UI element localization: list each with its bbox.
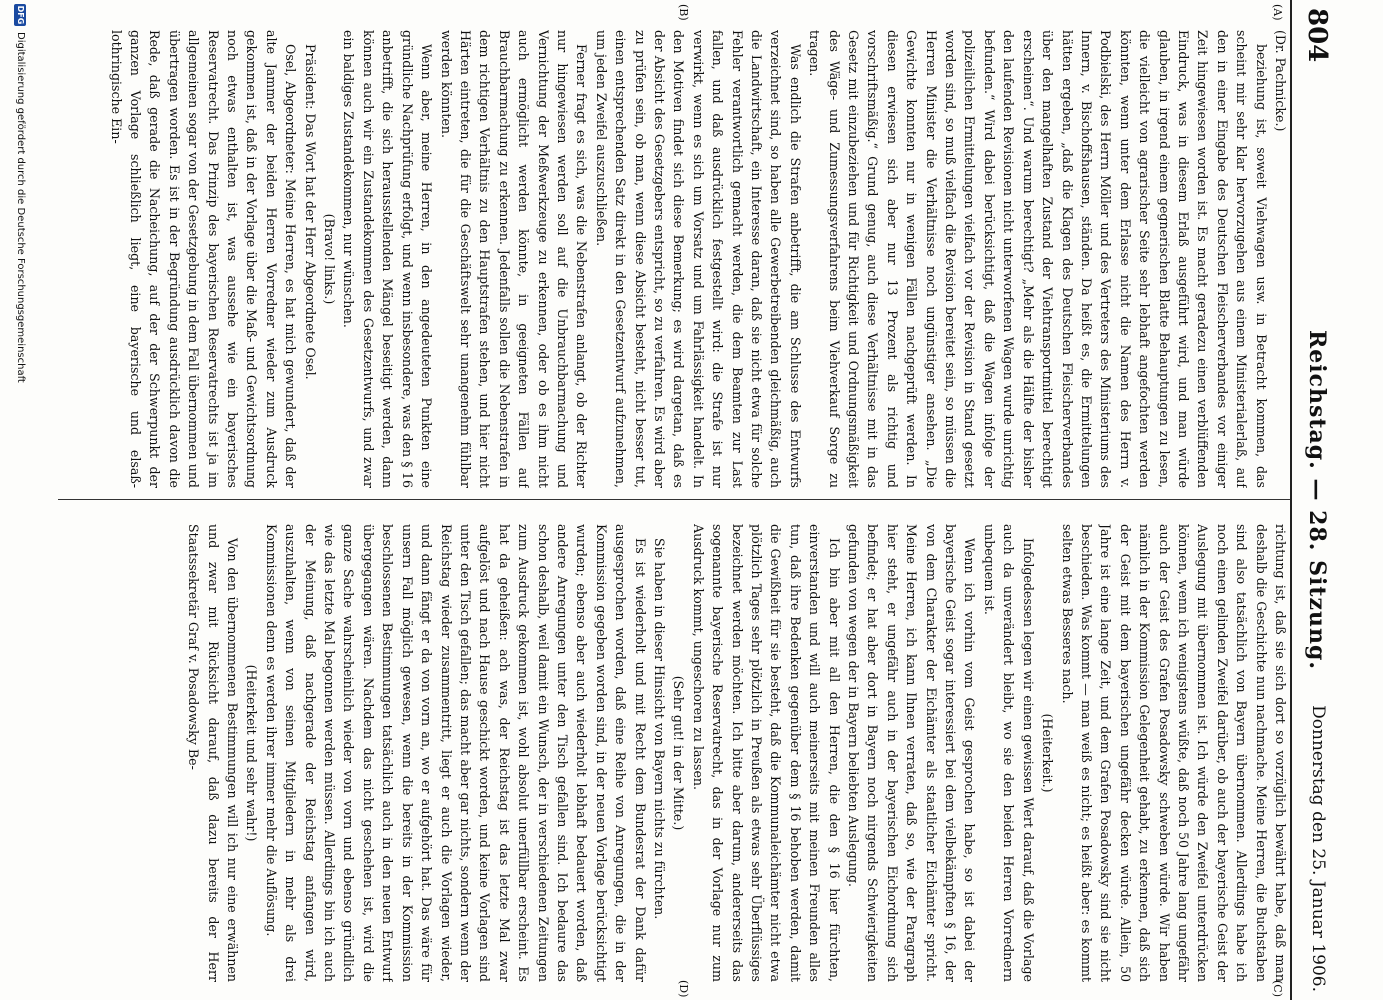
right-column xyxy=(58,524,1290,982)
session-date: Donnerstag den 25. Januar 1906. xyxy=(1308,705,1328,992)
paragraph: Es ist wiederholt und mit Recht dem Bundesrat der Dank dafür ausgesprochen worden, daß eine Reihe von Anregungen, die in der Kommission gegeben worden sind, in der neuen Vorlage berücksichtigt wurden; ebenso aber auch wiederholt lebhaft bedauert worden, daß andere Anregungen unter den Tisch gefallen sind. Ich bedaure das schon deshalb, weil damit ein Wunsch, der in verschiedenen Zeitungen zum Ausdruck gekommen ist, wohl absolut unerfüllbar erscheint. Es hat da geheißen: ach was, der Reichstag ist das letzte Mal zwar aufgelöst und nach Hause geschickt worden, und keine Vorlagen sind unter den Tisch gefallen; das macht aber gar nichts, sondern wenn der Reichstag wieder zusammentritt, liegt er auch die Vorlagen wieder, und dann fängt er da von vorn an, wo er aufgehört hat. Das wäre für unsern Fall möglich gewesen, wenn die bereits in der Kommission beschlossenen Bestimmungen tatsächlich auch in den neuen Entwurf übergegangen wären. Nachdem das nicht geschehen ist, wird die ganze Sache wahrscheinlich wieder von vorn und ebenso gründlich wie das letzte Mal begonnen werden müssen. Allerdings bin ich auch der Meinung, daß nachgerade der Reichstag anfangen wird, auszuhalten, wenn von seinen Mitgliedern in mehr als drei Kommissionen denn es werden ihrer immer mehr die Auflösung. xyxy=(263,524,648,982)
paragraph: Ferner fragt es sich, was die Nebenstrafen anlangt, ob der Richter nur hingewiesen werden soll auf die Unbrauchbarmachung und Vernichtung der Meßwerkzeuge zu erkennen, oder ob es ihm nicht auch ermöglicht werden könnte, in geeigneten Fällen auf Brauchbarmachung zu erkennen. Jedenfalls sollen die Nebenstrafen in dem richtigen Verhältnis zu den Hauptstrafen stehen, und hier nicht Härten eintreten, die für die Geschäftswelt sehr unangenehm fühlbar werden könnten. xyxy=(438,30,590,488)
paragraph: beziehung ist, soweit Viehwagen usw. in Betracht kommen, das scheint mir sehr klar hervorzugehen aus einem Ministerialerlaß, auf den in einer Eingabe des Deutschen Fleischerverbandes vor einiger Zeit hingewiesen worden ist. Es macht geradezu einen verblüffenden Eindruck, was in diesem Erlaß ausgeführt wird, und man würde glauben, in irgend einem gegnerischen Blatte Behauptungen zu lesen, die vielleicht von agrarischer Seite sehr lebhaft angefochten werden könnten, wenn unter dem Erlasse nicht die Namen des Herrn v. Podbielski, des Herrn Möller und des Vertreters des Ministeriums des Innern, v. Bischoffshausen, ständen. Da heißt es, die Ermittelungen hätten ergeben, „daß die Klagen des Deutschen Fleischerverbandes über den mangelhaften Zustand der Viehtransportmittel berechtigt erscheinen“. Und warum berechtigt? „Mehr als die Hälfte der bisher den laufenden Revisionen nicht unterworfenen Wagen wurde unrichtig befunden.“ Wird dabei berücksichtigt, daß die Wagen infolge der polizeilichen Ermittelungen vielfach vor der Revision in Stand gesetzt worden sind, so muß vielfach die Revision bereitet sein, so müssen die Herren Minister die Verhältnisse noch ungünstiger ansehen. „Die Gewichte konnten nur in wenigen Fällen nachgeprüft werden. In diesen erwiesen sich aber nur 13 Prozent als richtig und vorschriftsmäßig.“ Grund genug, auch diese Verhältnisse mit in das Gesetz mit einzubeziehen und für Richtigkeit und Ordnungsmäßigkeit des Wäge- und Zumessungsverfahrens beim Viehverkauf Sorge zu tragen. xyxy=(807,30,1269,488)
interjection: (Heiterkeit und sehr wahr!) xyxy=(244,664,260,842)
paragraph: Sie haben in dieser Hinsicht von Bayern nichts zu fürchten. xyxy=(652,538,667,920)
page-title: Reichstag. — 28. Sitzung. xyxy=(1304,329,1330,671)
paragraph: Was endlich die Strafen anbetrifft, die am Schlusse des Entwurfs verzeichnet sind, so haben alle Gewerbetreibenden gleichmäßig, auch die Landwirtschaft, ein Interesse daran, daß sie nicht etwa für solche Fehler verantwortlich gemacht werden, die dem Beamten zur Last fallen, und daß ausdrücklich festgestellt wird: die Strafe ist nur verwirkt, wenn es sich um Vorsatz und um Fahrlässigkeit handelt. In den Motiven findet sich diese Bemerkung; es wird dargetan, daß es der Absicht des Gesetzgebers entspricht, so zu verfahren. Es wird aber zu prüfen sein, ob man, wenn diese Absicht besteht, nicht besser tut, einen entsprechenden Satz direkt in den Gesetzentwurf aufzunehmen, um jeden Zweifel auszuschließen. xyxy=(593,30,803,488)
margin-mark-a: (A) xyxy=(1271,4,1284,21)
interjection: (Bravo! links.) xyxy=(322,213,338,305)
paragraph: Von den übernommenen Bestimmungen will ich nur eine erwähnen und zwar mit Rücksicht darauf, daß dazu bereits der Herr Staatssekretär Graf v. Posadowsky Be- xyxy=(186,524,241,982)
interjection: (Sehr gut! in der Mitte.) xyxy=(671,675,687,831)
funding-notice: Digitalisierung gefördert durch die Deutsche Forschungsgemeinschaft xyxy=(15,32,26,383)
margin-mark-d: (D) xyxy=(677,980,690,998)
page-header xyxy=(1290,0,1340,1000)
paragraph: Wenn aber, meine Herren, in den angedeuteten Punkten eine gründliche Nachprüfung erfolgt, und wenn insbesondere, was den § 16 anbetrifft, die sich herausstellenden Mängel beseitigt werden, dann können auch wir ein Zustandekommen des Gesetzentwurfs, und zwar ein baldiges Zustandekommen, nur wünschen. xyxy=(341,30,435,488)
footer xyxy=(0,0,40,1000)
interjection: (Heiterkeit.) xyxy=(1040,713,1056,793)
paragraph: Präsident: Das Wort hat der Herr Abgeordnete Osel. xyxy=(302,44,318,380)
margin-mark-b: (B) xyxy=(677,4,690,21)
dfg-logo: DFG xyxy=(16,5,25,25)
paragraph: Ich bin aber mit all den Herren, die den § 16 hier fürchten, einverstanden und will auch meinerseits mit meinen Freunden alles tun, daß ihre Bedenken gegenüber dem § 16 behoben werden, damit die Gewißheit für sie besteht, daß die Kommunaleichämter nicht etwa plötzlich Tages sehr plötzlich in Preußen als etwas sehr Überflüssiges bezeichnet werden möchten. Ich bitte aber darum, andererseits das sogenannte bayerische Reservatrecht, das in der Vorlage nur zum Ausdruck kommt, ungeschoren zu lassen. xyxy=(690,524,842,982)
paragraph: richtung ist, daß sie sich dort so vorzüglich bewährt habe, daß man deshalb die Geschichte nun nachmache. Meine Herren, die Buchstaben sind also tatsächlich von Bayern übernommen. Allerdings habe ich noch einen gelinden Zweifel darüber, ob auch der bayerische Geist der Auslegung mit übernommen ist. Ich würde den Zweifel unterdrücken können, wenn ich wenigstens wüßte, daß noch 50 Jahre lang ungefähr auch der Geist des Grafen Posadowsky schweben würde. Wir haben nämlich in der Kommission Gelegenheit gehabt, zu erkennen, daß sich der Geist mit dem bayerischen ungefähr decken würde. Allein, 50 Jahre ist eine lange Zeit, und dem Grafen Posadowsky sind sie nicht beschieden. Was kommt — man weiß es nicht; es heißt aber: es kommt selten etwas Besseres nach. xyxy=(1059,524,1288,982)
margin-mark-c: (C) xyxy=(1271,980,1284,997)
paragraph: Osel, Abgeordneter: Meine Herren, es hat mich gewundert, daß der alte Jammer der beiden Herren Vorredner wieder zum Ausdruck gekommen ist, daß in der Vorlage über die Maß- und Gewichtsordnung noch etwas enthalten ist, was aussehe wie ein bayerisches Reservatrecht. Das Prinzip des bayerischen Reservatrechts ist ja im allgemeinen sogar von der Gesetzgebung in dem Fall übernommen und übertragen worden. Es ist in der Begründung ausdrücklich davon die Rede, daß gerade die Nacheichung, auf der der Schwerpunkt der ganzen Vorlage schließlich liegt, eine bayerische und elsaß-lothringische Ein- xyxy=(108,30,299,488)
paragraph: Wenn ich vorhin vom Geist gesprochen habe, so ist dabei der bayerische Geist sogar interessiert bei dem vielbekämpften § 16, der von dem Charakter der Eichämter als staatlicher Eichämter spricht. Meine Herren, ich kann Ihnen verraten, daß so, wie der Paragraph hier steht, er ungefähr auch in der bayerischen Eichordnung sich befindet; er hat aber dort in Bayern noch nirgends Schwierigkeiten gefunden von wegen der in Bayern beliebten Auslegung. xyxy=(846,524,978,982)
left-column xyxy=(58,30,1290,488)
page-number: 804 xyxy=(1302,8,1332,63)
paragraph: Infolgedessen legen wir einen gewissen Wert darauf, daß die Vorlage auch da unverändert bleibt, wo sie den beiden Herren Vorrednern unbequem ist. xyxy=(981,524,1036,982)
speaker-label: (Dr. Pachnicke.) xyxy=(1273,30,1288,132)
column-divider xyxy=(58,499,1290,500)
